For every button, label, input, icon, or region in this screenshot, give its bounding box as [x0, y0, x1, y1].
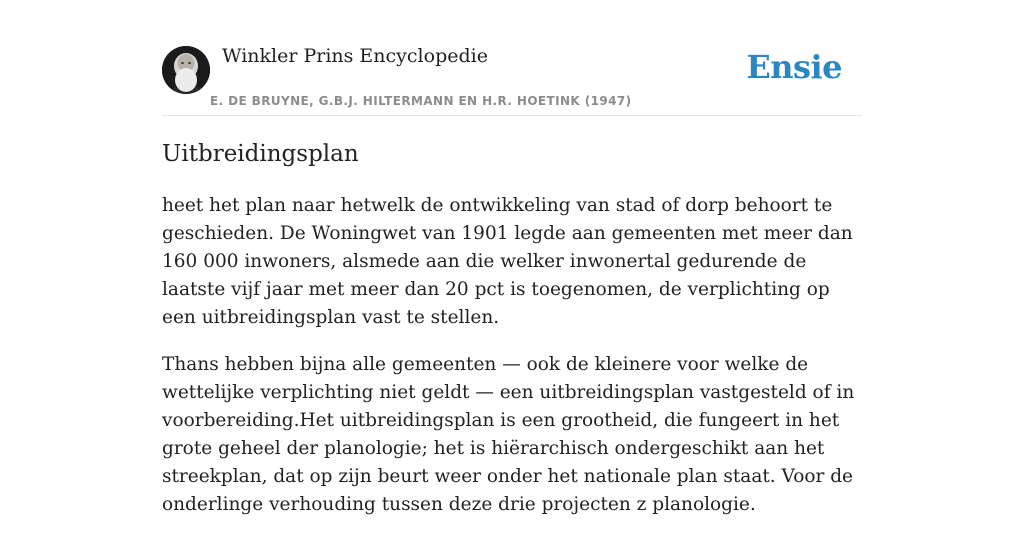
header [162, 0, 862, 116]
brand-logo[interactable]: Ensie [746, 48, 842, 86]
publication-authors: E. DE BRUYNE, G.B.J. HILTERMANN EN H.R. HOETINK (1947) [210, 94, 632, 108]
article-paragraph-1: heet het plan naar hetwelk de ontwikkeling van stad of dorp behoort te geschieden. De Woningwet van 1901 legde aan gemeenten met meer dan 160 000 inwoners, alsmede aan die welker inwonertal gedurende de laatste vijf jaar met meer dan 20 pct is toegenomen, de verplichting op een uitbreidingsplan vast te stellen. [162, 195, 853, 328]
publication-title[interactable]: Winkler Prins Encyclopedie [222, 45, 488, 67]
author-portrait-icon[interactable] [162, 46, 210, 94]
header-divider [162, 115, 862, 116]
article-paragraph-2: Thans hebben bijna alle gemeenten — ook de kleinere voor welke de wettelijke verplichting niet geldt — een uitbreidingsplan vastgesteld of in voorbereiding.Het uitbreidingsplan is een grootheid, die fungeert in het grote geheel der planologie; het is hiërarchisch ondergeschikt aan het streekplan, dat op zijn beurt weer onder het nationale plan staat. Voor de onderlinge verhouding tussen deze drie projecten z planologie. [162, 354, 855, 515]
article [162, 138, 864, 538]
article-title: Uitbreidingsplan [162, 141, 359, 167]
